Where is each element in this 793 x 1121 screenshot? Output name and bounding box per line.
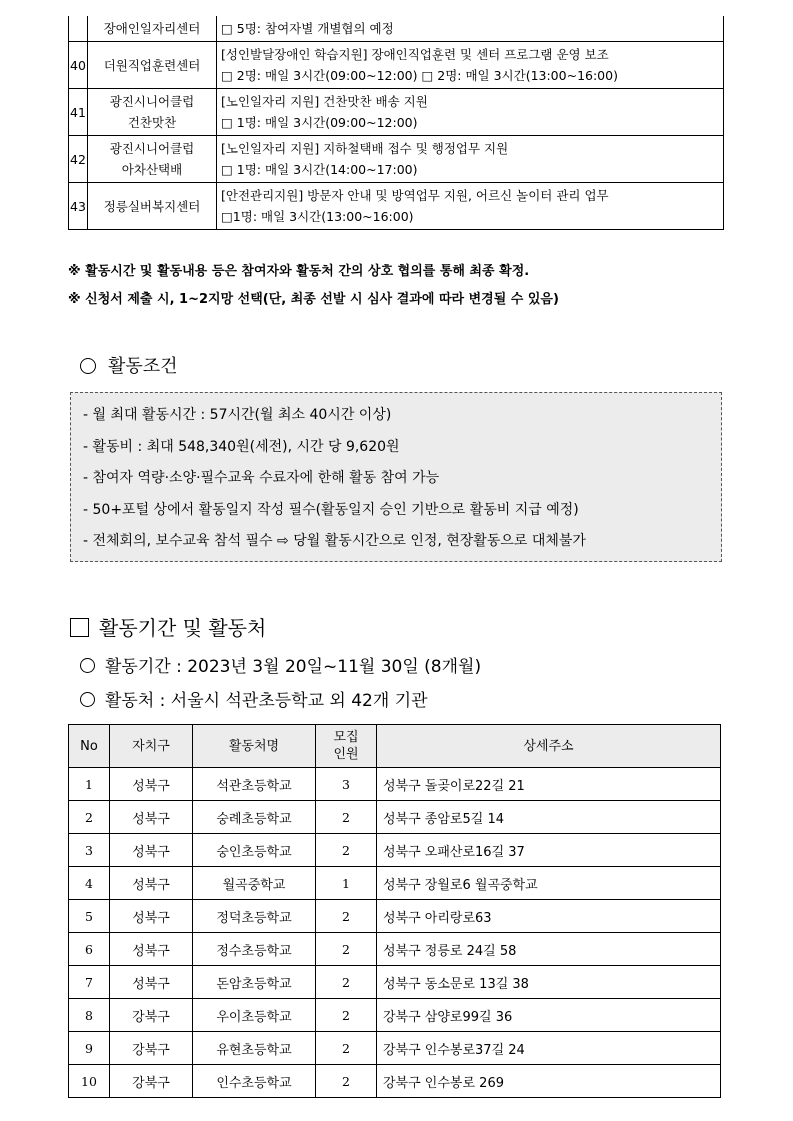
header-name: 활동처명 [193,725,316,768]
org-name: 장애인일자리센터 [88,16,217,42]
table-row [69,89,724,136]
header-recruit: 모집 인원 [316,725,377,768]
row-number: 7 [69,966,110,999]
table-row [69,801,721,834]
row-number [69,16,88,42]
table-row [69,900,721,933]
site-name-cell: 월곡중학교 [193,867,316,900]
condition-item: - 참여자 역량·소양·필수교육 수료자에 한해 활동 참여 가능 [83,470,440,486]
address-cell: 강북구 삼양로99길 36 [377,999,721,1032]
site-name-cell: 숭인초등학교 [193,834,316,867]
address-cell: 강북구 인수봉로 269 [377,1065,721,1098]
address-cell: 성북구 종암로5길 14 [377,801,721,834]
row-number: 8 [69,999,110,1032]
square-bullet-icon [70,618,89,637]
site-name-cell: 우이초등학교 [193,999,316,1032]
circle-bullet-icon [80,692,95,707]
conditions-box [70,392,722,562]
row-number: 4 [69,867,110,900]
district-cell: 강북구 [110,999,193,1032]
recruit-count-cell: 2 [316,1032,377,1065]
district-cell: 성북구 [110,966,193,999]
org-name: 광진시니어클럽 아차산택배 [88,136,217,183]
activity-detail: [노인일자리 지원] 지하철택배 접수 및 행정업무 지원 □ 1명: 매일 3시간(14:00~17:00) [217,136,724,183]
activity-period: 활동기간 : 2023년 3월 20일~11월 30일 (8개월) [80,652,481,677]
row-number: 9 [69,1032,110,1065]
org-name: 광진시니어클럽 건찬맛찬 [88,89,217,136]
recruit-count-cell: 2 [316,900,377,933]
district-cell: 성북구 [110,867,193,900]
recruit-count-cell: 2 [316,933,377,966]
row-number: 2 [69,801,110,834]
recruit-count-cell: 2 [316,1065,377,1098]
header-address: 상세주소 [377,725,721,768]
address-cell: 성북구 오패산로16길 37 [377,834,721,867]
site-name-cell: 유현초등학교 [193,1032,316,1065]
table-row [69,999,721,1032]
activity-detail: [노인일자리 지원] 건찬맛찬 배송 지원 □ 1명: 매일 3시간(09:00~12:00) [217,89,724,136]
row-number: 41 [69,89,88,136]
site-name-cell: 숭례초등학교 [193,801,316,834]
condition-item: - 50+포털 상에서 활동일지 작성 필수(활동일지 승인 기반으로 활동비 지급 예정) [83,501,579,518]
site-name-cell: 정수초등학교 [193,933,316,966]
district-cell: 성북구 [110,768,193,801]
condition-item: - 전체회의, 보수교육 참석 필수 ⇨ 당월 활동시간으로 인정, 현장활동으로 대체불가 [83,533,586,549]
table-row [69,42,724,89]
row-number: 5 [69,900,110,933]
recruit-count-cell: 2 [316,999,377,1032]
header-district: 자치구 [110,725,193,768]
circle-bullet-icon [80,658,95,673]
note-line: ※ 활동시간 및 활동내용 등은 참여자와 활동처 간의 상호 협의를 통해 최종 확정. [68,264,530,279]
site-name-cell: 석관초등학교 [193,768,316,801]
row-number: 42 [69,136,88,183]
row-number: 43 [69,183,88,230]
row-number: 40 [69,42,88,89]
activity-sites-table-continued [68,16,724,230]
address-cell: 성북구 정릉로 24길 58 [377,933,721,966]
condition-item: - 활동비 : 최대 548,340원(세전), 시간 당 9,620원 [83,438,400,455]
site-name-cell: 돈암초등학교 [193,966,316,999]
site-name-cell: 정덕초등학교 [193,900,316,933]
table-row [69,933,721,966]
table-row [69,1065,721,1098]
district-cell: 성북구 [110,933,193,966]
activity-place: 활동처 : 서울시 석관초등학교 외 42개 기관 [80,686,428,711]
header-no: No [69,725,110,768]
table-header-row [69,725,721,768]
district-cell: 성북구 [110,834,193,867]
circle-bullet-icon [80,358,96,374]
section-heading: 활동기간 및 활동처 [70,612,266,641]
activity-detail: [안전관리지원] 방문자 안내 및 방역업무 지원, 어르신 놀이터 관리 업무 □1명: 매일 3시간(13:00~16:00) [217,183,724,230]
condition-item: - 월 최대 활동시간 : 57시간(월 최소 40시간 이상) [83,407,392,423]
recruit-count-cell: 2 [316,966,377,999]
conditions-heading: 활동조건 [80,352,178,378]
activity-detail: □ 5명: 참여자별 개별협의 예정 [217,16,724,42]
row-number: 6 [69,933,110,966]
org-name: 정릉실버복지센터 [88,183,217,230]
row-number: 1 [69,768,110,801]
recruit-count-cell: 2 [316,801,377,834]
address-cell: 강북구 인수봉로37길 24 [377,1032,721,1065]
address-cell: 성북구 장월로6 월곡중학교 [377,867,721,900]
table-row [69,966,721,999]
note-line: ※ 신청서 제출 시, 1~2지망 선택(단, 최종 선발 시 심사 결과에 따라 변경될 수 있음) [68,292,559,307]
row-number: 3 [69,834,110,867]
notes-block [68,258,559,314]
table-row [69,183,724,230]
table-row [69,768,721,801]
org-name: 더원직업훈련센터 [88,42,217,89]
district-cell: 강북구 [110,1032,193,1065]
recruit-count-cell: 2 [316,834,377,867]
table-row [69,834,721,867]
address-cell: 성북구 동소문로 13길 38 [377,966,721,999]
table-row [69,1032,721,1065]
site-name-cell: 인수초등학교 [193,1065,316,1098]
recruit-count-cell: 1 [316,867,377,900]
district-cell: 성북구 [110,900,193,933]
address-cell: 성북구 아리랑로63 [377,900,721,933]
institutions-table [68,724,721,1098]
table-row [69,136,724,183]
district-cell: 강북구 [110,1065,193,1098]
activity-detail: [성인발달장애인 학습지원] 장애인직업훈련 및 센터 프로그램 운영 보조 □ 2명: 매일 3시간(09:00~12:00) □ 2명: 매일 3시간(13:00~16:00) [217,42,724,89]
address-cell: 성북구 돌곶이로22길 21 [377,768,721,801]
table-row [69,16,724,42]
district-cell: 성북구 [110,801,193,834]
table-row [69,867,721,900]
row-number: 10 [69,1065,110,1098]
recruit-count-cell: 3 [316,768,377,801]
